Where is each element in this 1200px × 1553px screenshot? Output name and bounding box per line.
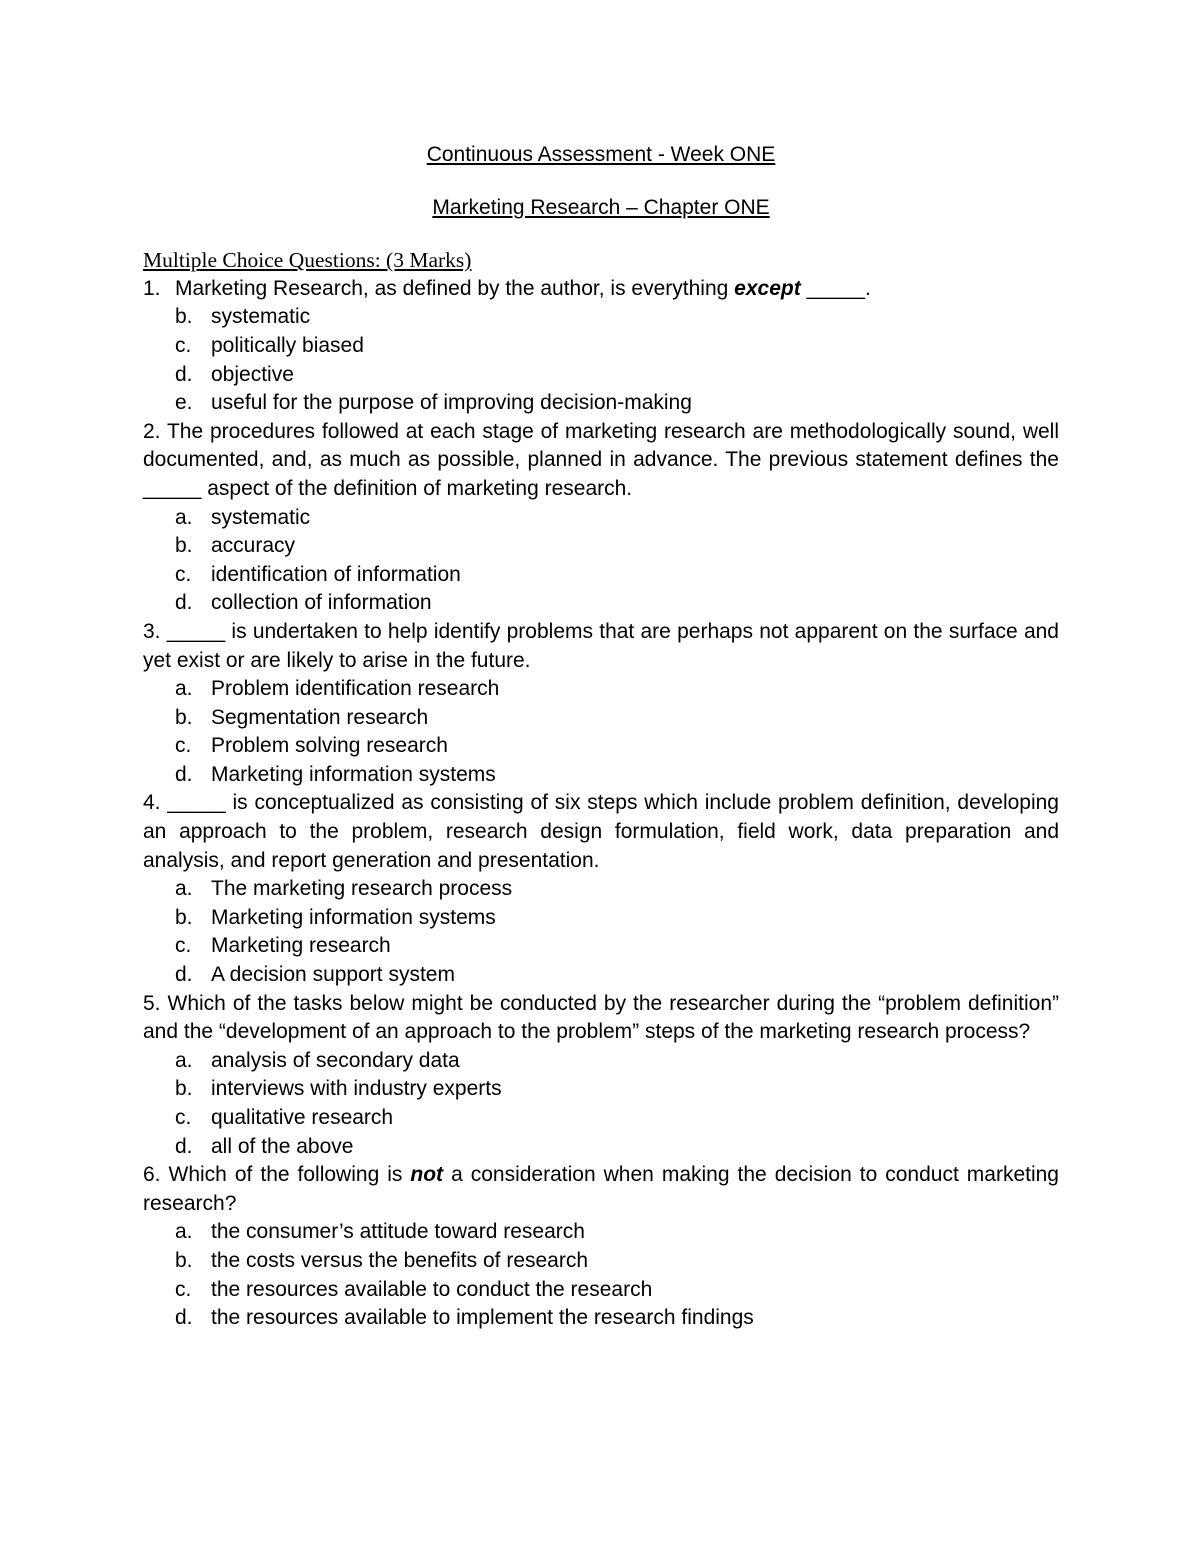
answer-options bbox=[143, 303, 1059, 417]
answer-option bbox=[143, 1133, 1059, 1162]
answer-option bbox=[143, 589, 1059, 618]
answer-options bbox=[143, 1047, 1059, 1161]
question-body: _____ is undertaken to help identify problems that are perhaps not apparent on the surface and yet exist or are likely to arise in the future. bbox=[143, 619, 1059, 672]
answer-option bbox=[143, 732, 1059, 761]
question-6 bbox=[143, 1161, 1059, 1333]
option-letter: c. bbox=[175, 1277, 192, 1301]
option-letter: a. bbox=[175, 677, 193, 701]
question-text bbox=[143, 618, 1059, 675]
question-number: 3. bbox=[143, 619, 161, 643]
option-letter: d. bbox=[175, 1306, 193, 1330]
answer-option bbox=[143, 1276, 1059, 1305]
question-number: 2. bbox=[143, 419, 161, 443]
answer-options bbox=[143, 675, 1059, 789]
option-text: all of the above bbox=[211, 1134, 354, 1158]
question-emphasis: not bbox=[410, 1163, 444, 1187]
answer-option bbox=[143, 961, 1059, 990]
answer-option bbox=[143, 389, 1059, 418]
option-letter: e. bbox=[175, 391, 193, 415]
option-text: the resources available to implement the research findings bbox=[211, 1306, 754, 1330]
question-body: _____ is conceptualized as consisting of six steps which include problem definition, developing an approach to the problem, research design formulation, field work, data preparation and analysis, and report generation and presentation. bbox=[143, 791, 1059, 872]
option-text: the consumer’s attitude toward research bbox=[211, 1220, 585, 1244]
question-4 bbox=[143, 789, 1059, 989]
option-text: politically biased bbox=[211, 333, 364, 357]
option-letter: d. bbox=[175, 1134, 193, 1158]
answer-option bbox=[143, 361, 1059, 390]
answer-option bbox=[143, 303, 1059, 332]
answer-option bbox=[143, 704, 1059, 733]
option-letter: d. bbox=[175, 591, 193, 615]
answer-option bbox=[143, 1047, 1059, 1076]
option-letter: b. bbox=[175, 1248, 193, 1272]
option-letter: c. bbox=[175, 1106, 192, 1129]
answer-option bbox=[143, 904, 1059, 933]
question-number: 5. bbox=[143, 991, 161, 1015]
option-letter: b. bbox=[175, 534, 193, 558]
option-letter: b. bbox=[175, 1077, 193, 1101]
option-letter: c. bbox=[175, 734, 192, 758]
question-text bbox=[143, 1161, 1059, 1218]
answer-option bbox=[143, 675, 1059, 704]
option-text: interviews with industry experts bbox=[211, 1077, 502, 1101]
option-letter: d. bbox=[175, 362, 193, 386]
option-letter: a. bbox=[175, 1048, 193, 1072]
option-letter: b. bbox=[175, 305, 193, 329]
option-text: systematic bbox=[211, 305, 311, 329]
question-text bbox=[143, 275, 1059, 304]
question-emphasis: except bbox=[734, 276, 801, 300]
question-text bbox=[143, 990, 1059, 1047]
answer-options bbox=[143, 1218, 1059, 1332]
question-body: Which of the tasks below might be conducted by the researcher during the “problem definition” and the “development of an approach to the problem” steps of the marketing research process? bbox=[143, 991, 1059, 1044]
option-text: identification of information bbox=[211, 562, 461, 586]
question-text-part: Which of the following is bbox=[168, 1163, 403, 1187]
option-text: the resources available to conduct the research bbox=[211, 1277, 653, 1301]
option-text: The marketing research process bbox=[211, 877, 513, 901]
answer-option bbox=[143, 875, 1059, 904]
option-letter: a. bbox=[175, 1220, 193, 1244]
option-letter: d. bbox=[175, 762, 193, 786]
option-text: analysis of secondary data bbox=[211, 1048, 460, 1072]
question-body: The procedures followed at each stage of marketing research are methodologically sound, well documented, and, as much as possible, planned in advance. The previous statement defines the _____ aspect of the definition of marketing research. bbox=[143, 419, 1059, 500]
answer-option bbox=[143, 561, 1059, 590]
option-letter: a. bbox=[175, 877, 193, 901]
option-text: A decision support system bbox=[211, 963, 455, 987]
option-text: collection of information bbox=[211, 591, 432, 615]
option-text: Marketing research bbox=[211, 934, 391, 958]
answer-option bbox=[143, 332, 1059, 361]
answer-option bbox=[143, 761, 1059, 790]
answer-options bbox=[143, 875, 1059, 989]
option-letter: c. bbox=[175, 562, 192, 586]
question-number: 4. bbox=[143, 791, 161, 815]
option-text: useful for the purpose of improving decision-making bbox=[211, 391, 692, 415]
option-letter: c. bbox=[175, 934, 192, 958]
option-letter: c. bbox=[175, 333, 192, 357]
option-text: the costs versus the benefits of research bbox=[211, 1248, 589, 1272]
question-text bbox=[143, 789, 1059, 875]
option-letter: a. bbox=[175, 505, 193, 529]
answer-option bbox=[143, 932, 1059, 961]
answer-option bbox=[143, 1104, 1059, 1133]
question-number: 1. bbox=[143, 276, 161, 300]
answer-options bbox=[143, 504, 1059, 618]
document-subtitle: Marketing Research – Chapter ONE bbox=[432, 195, 770, 219]
question-text-part: Marketing Research, as defined by the author, is everything bbox=[175, 276, 729, 300]
question-number: 6. bbox=[143, 1163, 161, 1187]
option-letter: b. bbox=[175, 905, 193, 929]
answer-option bbox=[143, 1304, 1059, 1333]
question-2 bbox=[143, 418, 1059, 618]
option-letter: b. bbox=[175, 705, 193, 729]
option-text: Problem identification research bbox=[211, 677, 500, 701]
option-letter: d. bbox=[175, 963, 193, 987]
answer-option bbox=[143, 504, 1059, 533]
question-5 bbox=[143, 990, 1059, 1162]
option-text: Segmentation research bbox=[211, 705, 429, 729]
option-text: Problem solving research bbox=[211, 734, 448, 758]
section-heading: Multiple Choice Questions: (3 Marks) bbox=[143, 248, 472, 273]
document-title: Continuous Assessment - Week ONE bbox=[426, 143, 776, 166]
answer-option bbox=[143, 532, 1059, 561]
question-3 bbox=[143, 618, 1059, 790]
question-text-part: a consideration when making the decision to conduct marketing research? bbox=[143, 1163, 1059, 1215]
question-text-part: _____. bbox=[806, 276, 871, 300]
answer-option bbox=[143, 1247, 1059, 1276]
option-text: accuracy bbox=[211, 534, 296, 558]
option-text: Marketing information systems bbox=[211, 762, 496, 786]
question-1 bbox=[143, 275, 1059, 418]
option-text: systematic bbox=[211, 505, 311, 529]
answer-option bbox=[143, 1218, 1059, 1247]
question-text bbox=[143, 418, 1059, 504]
option-text: Marketing information systems bbox=[211, 905, 496, 929]
option-text: qualitative research bbox=[211, 1106, 394, 1129]
answer-option bbox=[143, 1075, 1059, 1104]
document-body bbox=[143, 141, 1059, 1333]
option-text: objective bbox=[211, 362, 294, 386]
